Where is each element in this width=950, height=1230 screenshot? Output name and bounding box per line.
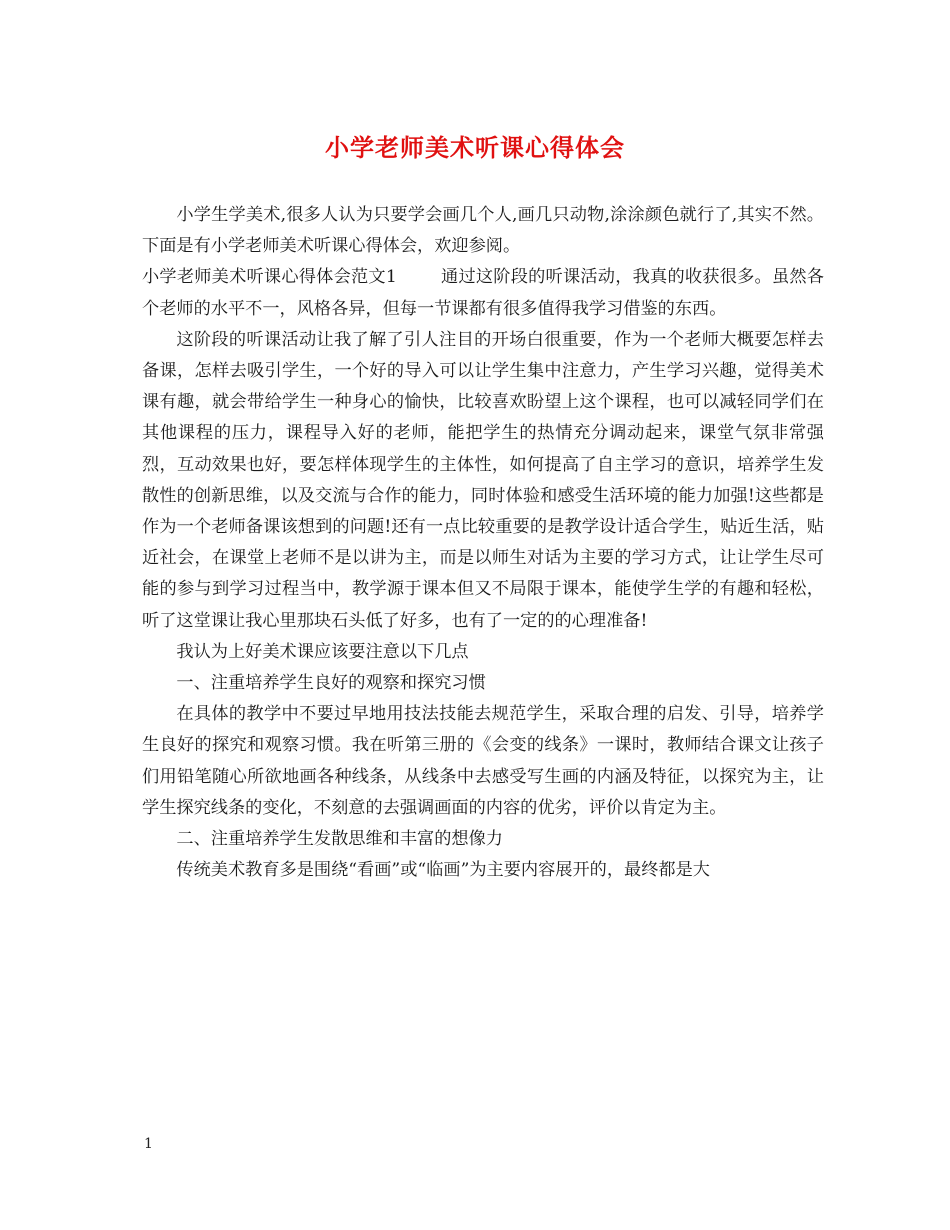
subheading-1: 一、注重培养学生良好的观察和探究习惯: [176, 673, 486, 694]
body-paragraph-3: 在具体的教学中不要过早地用技法技能去规范学生，采取合理的启发、引导，培养学生良好的探究和观察习惯。我在听第三册的《会变的线条》一课时，教师结合课文让孩子们用铅笔随心所欲地画各种线条，从线条中去感受写生画的内涵及特征，以探究为主，让学生探究线条的变化，不刻意的去强调画面的内容的优劣，评价以肯定为主。: [142, 704, 824, 818]
page-number: 1: [144, 1136, 153, 1152]
body-paragraph-1: 这阶段的听课活动让我了解了引人注目的开场白很重要，作为一个老师大概要怎样去备课，怎样去吸引学生，一个好的导入可以让学生集中注意力，产生学习兴趣，觉得美术课有趣，就会带给学生一种身心的愉快，比较喜欢盼望上这个课程，也可以减轻同学们在其他课程的压力，课程导入好的老师，能把学生的热情充分调动起来，课堂气氛非常强烈，互动效果也好，要怎样体现学生的主体性，如何提高了自主学习的意识，培养学生发散性的创新思维，以及交流与合作的能力，同时体验和感受生活环境的能力加强!这些都是作为一个老师备课该想到的问题!还有一点比较重要的是教学设计适合学生，贴近生活，贴近社会，在课堂上老师不是以讲为主，而是以师生对话为主要的学习方式，让让学生尽可能的参与到学习过程当中，教学源于课本但又不局限于课本，能使学生学的有趣和轻松，听了这堂课让我心里那块石头低了好多，也有了一定的的心理准备!: [142, 329, 824, 631]
document-title: 小学老师美术听课心得体会: [325, 133, 625, 162]
document-body: [142, 200, 824, 886]
subheading-2: 二、注重培养学生发散思维和丰富的想像力: [176, 829, 503, 850]
body-paragraph-2: 我认为上好美术课应该要注意以下几点: [176, 641, 469, 662]
section-first-text: 通过这阶段的听课活动，我真的收获很多。虽然各个老师的水平不一，风格各异，但每一节课都有很多值得我学习借鉴的东西。: [142, 267, 824, 319]
intro-paragraph: 小学生学美术,很多人认为只要学会画几个人,画几只动物,涂涂颜色就行了,其实不然。下面是有小学老师美术听课心得体会，欢迎参阅。: [142, 205, 824, 257]
section-heading: 小学老师美术听课心得体会范文1: [142, 267, 397, 288]
section-first-paragraph: [142, 262, 824, 324]
body-paragraph-4: 传统美术教育多是围绕“看画”或“临画”为主要内容展开的，最终都是大: [176, 860, 710, 881]
